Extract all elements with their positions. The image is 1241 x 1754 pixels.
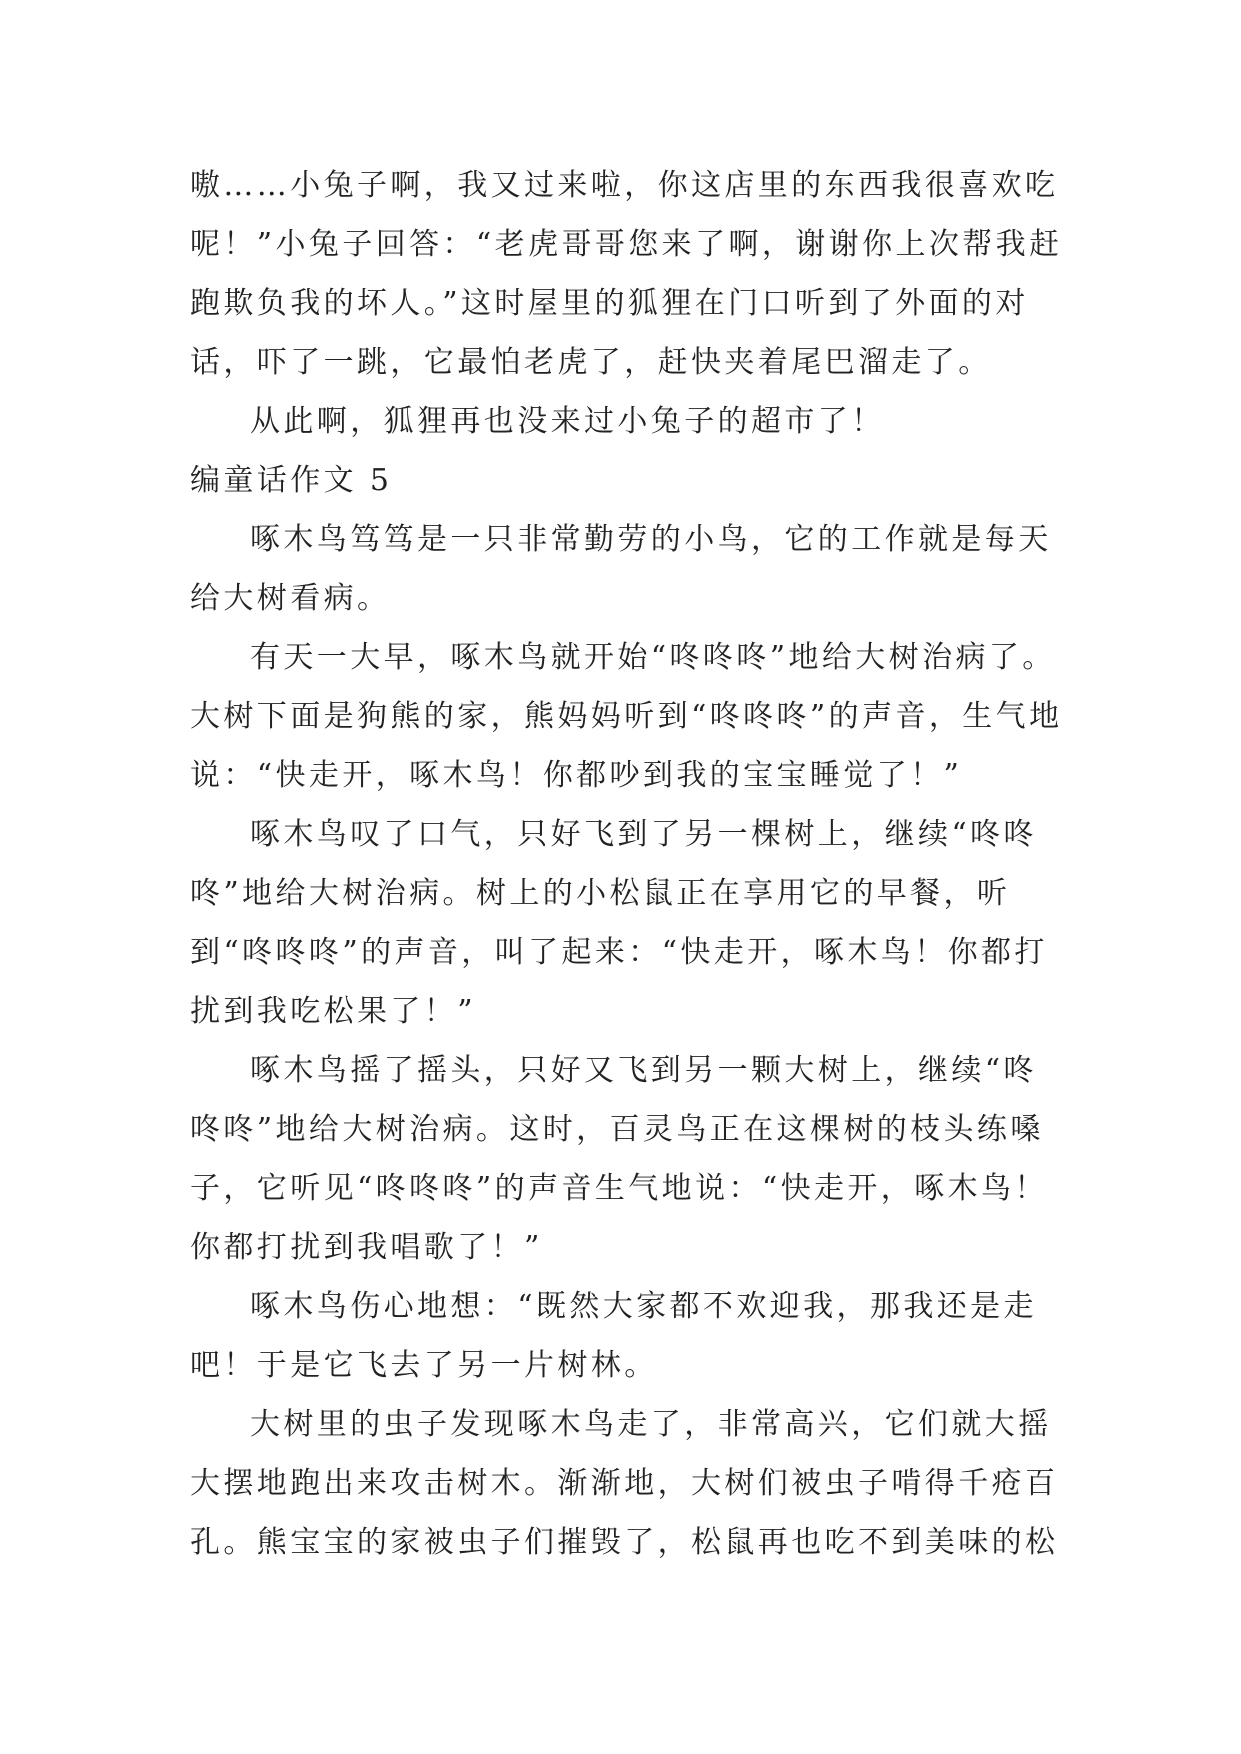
paragraph: 大树里的虫子发现啄木鸟走了，非常高兴，它们就大摇大摆地跑出来攻击树木。渐渐地，大树们被虫子啃得千疮百孔。熊宝宝的家被虫子们摧毁了，松鼠再也吃不到美味的松 <box>190 1407 1059 1560</box>
paragraph: 啄木鸟摇了摇头，只好又飞到另一颗大树上，继续“咚咚咚”地给大树治病。这时，百灵鸟正在这棵树的枝头练嗓子，它听见“咚咚咚”的声音生气地说：“快走开，啄木鸟！你都打扰到我唱歌了！” <box>190 1053 1048 1265</box>
continued-paragraph: 嗷……小兔子啊，我又过来啦，你这店里的东西我很喜欢吃呢！”小兔子回答：“老虎哥哥您来了啊，谢谢你上次帮我赶跑欺负我的坏人。”这时屋里的狐狸在门口听到了外面的对话，吓了一跳，它最怕老虎了，赶快夹着尾巴溜走了。 <box>190 168 1063 380</box>
document-body <box>190 156 1070 1572</box>
paragraph: 有天一大早，啄木鸟就开始“咚咚咚”地给大树治病了。大树下面是狗熊的家，熊妈妈听到“咚咚咚”的声音，生气地说：“快走开，啄木鸟！你都吵到我的宝宝睡觉了！” <box>190 640 1063 793</box>
paragraph-ending: 从此啊，狐狸再也没来过小兔子的超市了！ <box>250 404 885 439</box>
paragraph: 啄木鸟叹了口气，只好飞到了另一棵树上，继续“咚咚咚”地给大树治病。树上的小松鼠正在享用它的早餐，听到“咚咚咚”的声音，叫了起来：“快走开，啄木鸟！你都打扰到我吃松果了！” <box>190 817 1048 1029</box>
paragraph: 啄木鸟伤心地想：“既然大家都不欢迎我，那我还是走吧！于是它飞去了另一片树林。 <box>190 1289 1037 1383</box>
section-title: 编童话作文 5 <box>190 463 393 498</box>
paragraph: 啄木鸟笃笃是一只非常勤劳的小鸟，它的工作就是每天给大树看病。 <box>190 522 1052 616</box>
